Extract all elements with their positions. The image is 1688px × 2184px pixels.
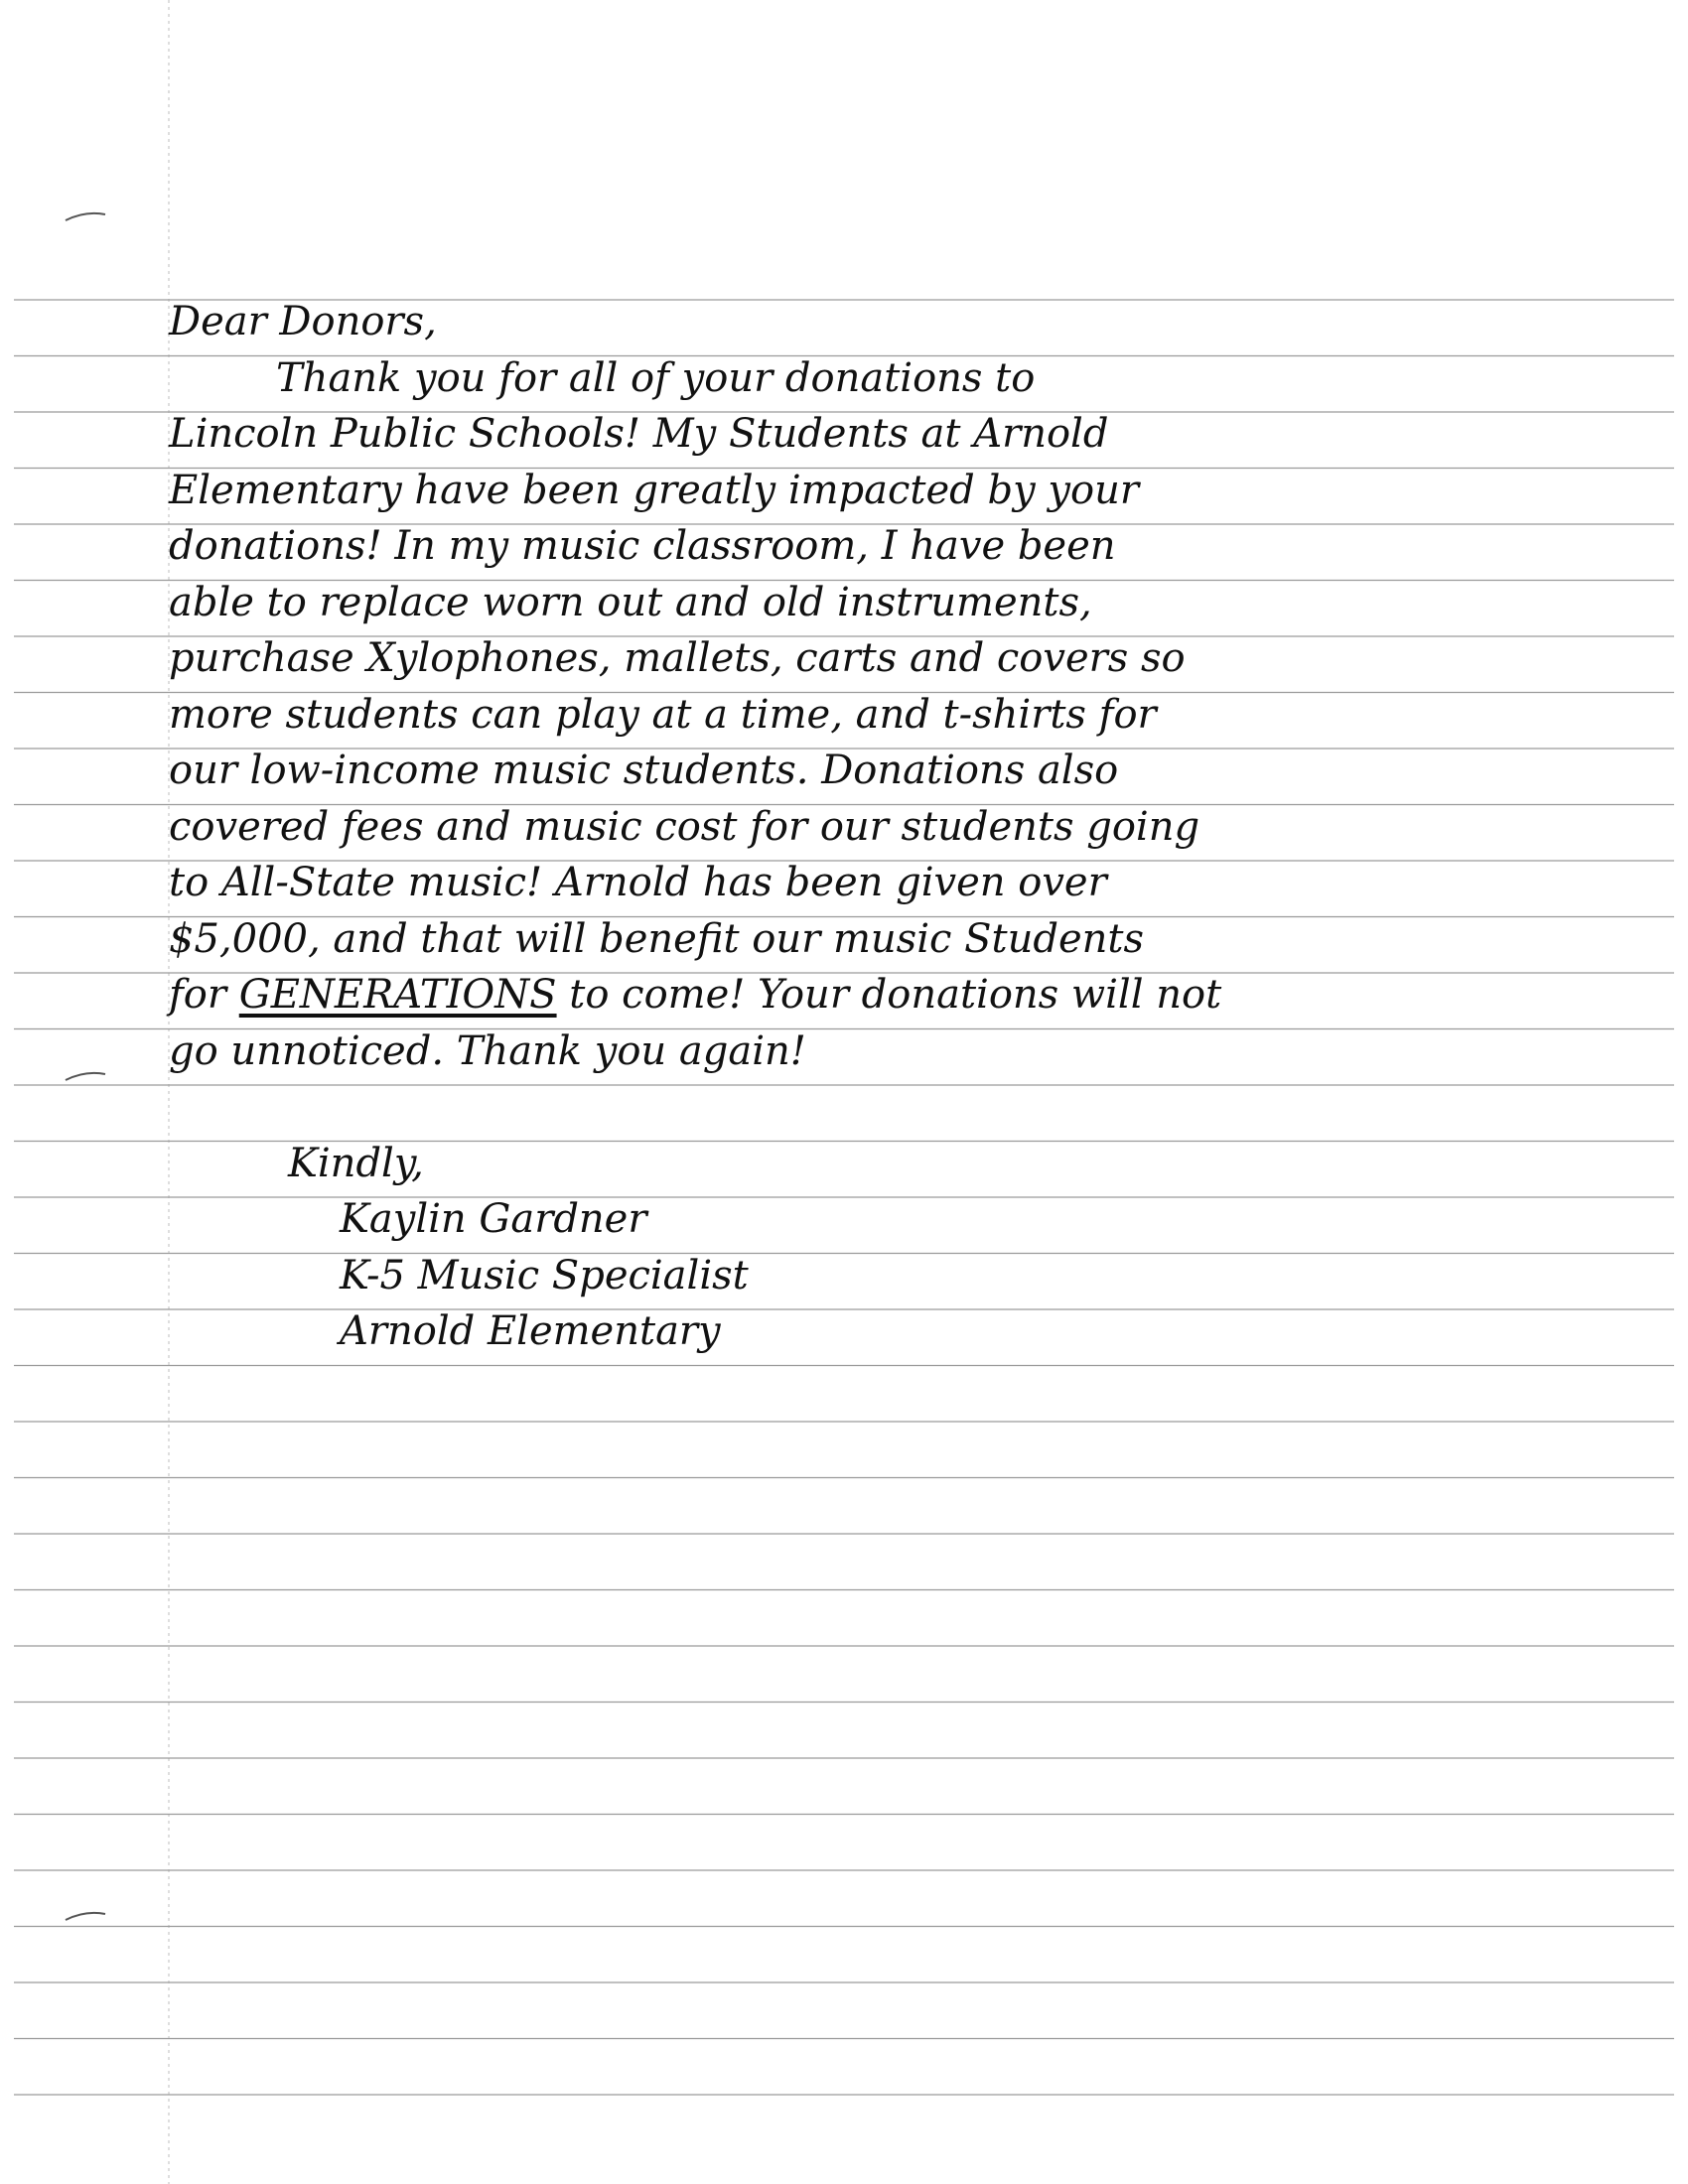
letter-line-12-start: for [169, 972, 239, 1018]
letter-line-8: our low-income music students. Donations also [169, 748, 1119, 793]
letter-line-7: more students can play at a time, and t-shirts for [169, 691, 1157, 738]
salutation: Dear Donors, [169, 299, 437, 344]
signature-school: Arnold Elementary [340, 1308, 721, 1354]
punch-hole-mark [66, 1913, 105, 1920]
letter-line-1: Thank you for all of your donations to [276, 354, 1036, 401]
letter-line-4: donations! In my music classroom, I have been [169, 523, 1116, 569]
handwritten-letter [169, 294, 1599, 1360]
letter-line-9: covered fees and music cost for our students going [169, 803, 1200, 850]
letter-line-10: to All-State music! Arnold has been given over [169, 860, 1107, 905]
letter-line-5: able to replace worn out and old instruments, [169, 579, 1092, 625]
letter-line-6: purchase Xylophones, mallets, carts and covers so [169, 635, 1186, 681]
punch-hole-mark [66, 213, 105, 220]
signature-title: K-5 Music Specialist [340, 1252, 749, 1298]
letter-line-11: $5,000, and that will benefit our music Students [169, 915, 1144, 962]
blank-line [169, 1079, 1599, 1136]
closing: Kindly, [288, 1140, 424, 1186]
letter-line-12 [169, 967, 1599, 1024]
letter-line-2: Lincoln Public Schools! My Students at Arnold [169, 411, 1109, 457]
letter-line-12-end: to come! Your donations will not [556, 972, 1222, 1018]
emphasis-generations: GENERATIONS [238, 972, 557, 1018]
letter-line-3: Elementary have been greatly impacted by your [169, 467, 1139, 513]
punch-hole-mark [66, 1073, 105, 1080]
signature-name: Kaylin Gardner [340, 1196, 647, 1242]
letter-line-13: go unnoticed. Thank you again! [169, 1027, 806, 1074]
